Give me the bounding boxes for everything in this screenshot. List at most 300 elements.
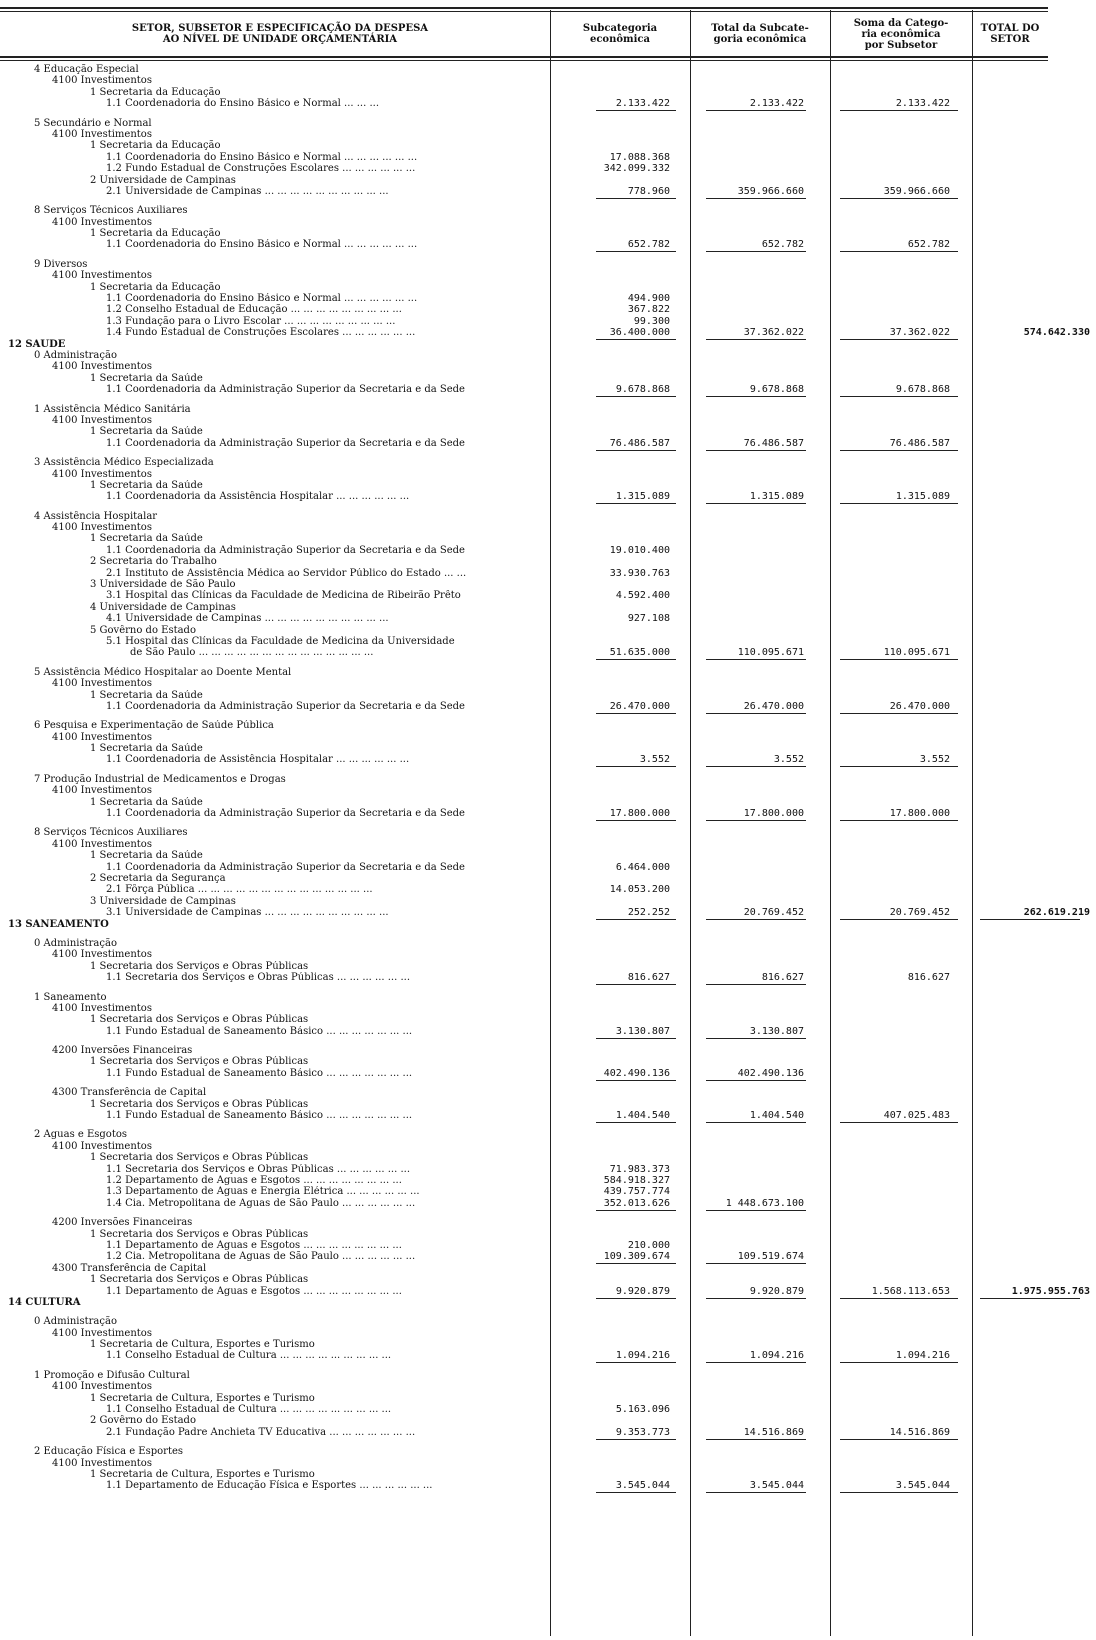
table-row: [0, 469, 1096, 480]
row-label: 5.1 Hospital das Clínicas da Faculdade de Medicina da Universidade: [106, 635, 455, 647]
row-label: 1.1 Departamento de Educação Física e Esportes ... ... ... ... ... ...: [106, 1480, 433, 1492]
subcategory-total-value: 17.800.000: [743, 808, 804, 820]
table-row: [0, 667, 1096, 678]
row-label: 1 Secretaria dos Serviços e Obras Públicas: [90, 1098, 309, 1110]
row-label: 5 Govêrno do Estado: [90, 624, 196, 636]
row-spacer: [0, 819, 1096, 827]
subcategory-value: 76.486.587: [609, 437, 670, 449]
subcategory-value: 1.315.089: [615, 491, 670, 503]
row-label: 4100 Investimentos: [52, 785, 152, 797]
row-label: 4100 Investimentos: [52, 678, 152, 690]
category-sum-value: 26.470.000: [889, 700, 950, 712]
table-row: [0, 1393, 1096, 1404]
subcategory-total-value: 9.678.868: [749, 384, 804, 396]
row-label: 4300 Transferência de Capital: [52, 1087, 207, 1099]
table-row: [0, 579, 1096, 590]
row-label: 1.1 Fundo Estadual de Saneamento Básico ... ... ... ... ... ... ...: [106, 1025, 413, 1037]
row-label: 4100 Investimentos: [52, 1002, 152, 1014]
row-spacer: [0, 1037, 1096, 1045]
row-label: 1.2 Cia. Metropolitana de Águas de São Paulo ... ... ... ... ... ...: [106, 1251, 416, 1263]
row-label: 4100 Investimentos: [52, 414, 152, 426]
row-label: 1.1 Secretaria dos Serviços e Obras Públicas ... ... ... ... ... ...: [106, 1163, 411, 1175]
row-label: 1.1 Coordenadoria da Administração Superior da Secretaria e da Sede: [106, 544, 465, 556]
subcategory-value: 494.900: [627, 293, 670, 305]
row-spacer: [0, 766, 1096, 774]
row-label: 1 Secretaria da Educação: [90, 281, 221, 293]
row-label: 4 Assistência Hospitalar: [34, 510, 158, 522]
table-row: [0, 1350, 1096, 1361]
subcategory-value: 6.464.000: [615, 861, 670, 873]
table-row: [0, 404, 1096, 415]
subcategory-total-value: 3.130.807: [749, 1025, 804, 1037]
row-label: 1 Secretaria de Cultura, Esportes e Turismo: [90, 1339, 315, 1351]
header-subcategory: Subcategoria econômica: [582, 23, 658, 45]
table-row: [0, 282, 1096, 293]
table-row: [0, 384, 1096, 395]
table-row: [0, 175, 1096, 186]
table-row: [0, 568, 1096, 579]
table-row: [0, 152, 1096, 163]
subtotal-rule: [596, 1492, 676, 1493]
row-label: 1 Saneamento: [34, 991, 107, 1003]
table-row: [0, 1370, 1096, 1381]
row-label: 1 Secretaria da Saúde: [90, 479, 203, 491]
sector-label: 12 SAÚDE: [8, 338, 66, 350]
table-row: [0, 438, 1096, 449]
row-label: 0 Administração: [34, 349, 117, 361]
sector-total-value: 1.975.955.763: [1011, 1285, 1090, 1297]
table-row: [0, 87, 1096, 98]
table-row: [0, 1129, 1096, 1140]
subcategory-total-value: 1.094.216: [749, 1350, 804, 1362]
row-label: 1 Secretaria da Saúde: [90, 743, 203, 755]
row-label: 1.1 Conselho Estadual de Cultura ... ... ... ... ... ... ... ... ...: [106, 1404, 392, 1416]
subcategory-total-value: 14.516.869: [743, 1426, 804, 1438]
row-label: 1 Assistência Médico Sanitária: [34, 403, 191, 415]
row-label: 7 Produção Industrial de Medicamentos e Drogas: [34, 773, 286, 785]
header-sector-total: TOTAL DO SETOR: [980, 23, 1040, 45]
row-spacer: [0, 503, 1096, 511]
subcategory-value: 3.545.044: [615, 1480, 670, 1492]
subcategory-value: 439.757.774: [603, 1186, 670, 1198]
subcategory-value: 4.592.400: [615, 590, 670, 602]
row-label: 4100 Investimentos: [52, 270, 152, 282]
table-row: [0, 1003, 1096, 1014]
subcategory-value: 927.108: [627, 613, 670, 625]
row-label: 1 Secretaria dos Serviços e Obras Públicas: [90, 1228, 309, 1240]
table-row: [0, 862, 1096, 873]
category-sum-value: 3.545.044: [895, 1480, 950, 1492]
row-label: 2 Águas e Esgotos: [34, 1129, 127, 1141]
row-spacer: [0, 712, 1096, 720]
table-row: [0, 1263, 1096, 1274]
row-spacer: [0, 1438, 1096, 1446]
table-row: [0, 75, 1096, 86]
table-row: [0, 1339, 1096, 1350]
table-row: [0, 678, 1096, 689]
table-row: [0, 754, 1096, 765]
subcategory-value: 14.053.200: [609, 884, 670, 896]
row-label: 2.1 Universidade de Campinas ... ... ... ... ... ... ... ... ... ...: [106, 185, 389, 197]
subcategory-value: 342.099.332: [603, 163, 670, 175]
row-label: 2 Govêrno do Estado: [90, 1415, 196, 1427]
row-label: 4100 Investimentos: [52, 838, 152, 850]
table-row: [0, 1286, 1096, 1297]
row-label: 2 Universidade de Campinas: [90, 174, 236, 186]
table-row: [0, 827, 1096, 838]
row-label: 1 Secretaria dos Serviços e Obras Públicas: [90, 1152, 309, 1164]
row-label: 1.1 Coordenadoria do Ensino Básico e Normal ... ... ... ... ... ...: [106, 151, 418, 163]
row-label: 1 Secretaria da Educação: [90, 86, 221, 98]
table-row: [0, 873, 1096, 884]
row-spacer: [0, 1079, 1096, 1087]
table-row: [0, 1240, 1096, 1251]
table-row: [0, 590, 1096, 601]
sector-row: [0, 1297, 1096, 1308]
row-spacer: [0, 197, 1096, 205]
table-row: [0, 907, 1096, 918]
table-row: [0, 850, 1096, 861]
table-row: [0, 1415, 1096, 1426]
row-label: 2.1 Fôrça Pública ... ... ... ... ... ... ... ... ... ... ... ... ... ...: [106, 884, 373, 896]
row-label: 1 Secretaria da Educação: [90, 228, 221, 240]
table-row: [0, 163, 1096, 174]
row-label: 1.2 Conselho Estadual de Educação ... ... ... ... ... ... ... ... ...: [106, 304, 402, 316]
table-row: [0, 1056, 1096, 1067]
table-row: [0, 228, 1096, 239]
table-row: [0, 1274, 1096, 1285]
table-row: [0, 140, 1096, 151]
header-description: SETOR, SUBSETOR E ESPECIFICAÇÃO DA DESPESA AO NÍVEL DE UNIDADE ORÇAMENTÁRIA: [131, 23, 429, 45]
row-label: 1.1 Conselho Estadual de Cultura ... ... ... ... ... ... ... ... ...: [106, 1350, 392, 1362]
row-label: 1.2 Departamento de Águas e Esgotos ... ... ... ... ... ... ... ...: [106, 1174, 402, 1186]
row-label: 3.1 Hospital das Clínicas da Faculdade de Medicina de Ribeirão Prêto: [106, 590, 461, 602]
row-label: 4100 Investimentos: [52, 522, 152, 534]
table-row: [0, 774, 1096, 785]
row-spacer: [0, 449, 1096, 457]
row-label: 3.1 Universidade de Campinas ... ... ... ... ... ... ... ... ... ...: [106, 907, 389, 919]
table-row: [0, 625, 1096, 636]
row-label: 3 Universidade de Campinas: [90, 895, 236, 907]
subcategory-value: 210.000: [627, 1239, 670, 1251]
row-label: 4 Educação Especial: [34, 64, 139, 75]
table-row: [0, 1381, 1096, 1392]
row-label: 1.1 Fundo Estadual de Saneamento Básico ... ... ... ... ... ... ...: [106, 1110, 413, 1122]
subcategory-value: 26.470.000: [609, 700, 670, 712]
category-sum-value: 816.627: [907, 972, 950, 984]
subcategory-total-value: 110.095.671: [737, 647, 804, 659]
subcategory-total-value: 1.404.540: [749, 1110, 804, 1122]
row-label: 1.2 Fundo Estadual de Construções Escolares ... ... ... ... ... ...: [106, 163, 416, 175]
row-label: 1 Secretaria dos Serviços e Obras Públicas: [90, 1056, 309, 1068]
category-sum-value: 17.800.000: [889, 808, 950, 820]
row-label: 4.1 Universidade de Campinas ... ... ... ... ... ... ... ... ... ...: [106, 613, 389, 625]
row-label: 1 Secretaria da Saúde: [90, 372, 203, 384]
table-row: [0, 350, 1096, 361]
row-label: 8 Serviços Técnicos Auxiliares: [34, 205, 188, 217]
row-label: 4100 Investimentos: [52, 361, 152, 373]
table-row: [0, 545, 1096, 556]
table-row: [0, 1446, 1096, 1457]
table-row: [0, 701, 1096, 712]
subcategory-value: 584.918.327: [603, 1174, 670, 1186]
category-sum-value: 110.095.671: [883, 647, 950, 659]
subcategory-total-value: 1 448.673.100: [725, 1197, 804, 1209]
table-row: [0, 1328, 1096, 1339]
row-spacer: [0, 930, 1096, 938]
subcategory-value: 5.163.096: [615, 1404, 670, 1416]
row-label: 1 Secretaria da Saúde: [90, 689, 203, 701]
table-row: [0, 259, 1096, 270]
table-row: [0, 98, 1096, 109]
header-bottom-rule-thin: [0, 60, 1048, 61]
table-row: [0, 972, 1096, 983]
table-row: [0, 1316, 1096, 1327]
row-spacer: [0, 251, 1096, 259]
subcategory-total-value: 20.769.452: [743, 907, 804, 919]
subcategory-total-value: 3.552: [773, 754, 804, 766]
row-label: 1 Secretaria da Educação: [90, 140, 221, 152]
row-spacer: [0, 1308, 1096, 1316]
category-sum-value: 1.315.089: [895, 491, 950, 503]
row-label: 1.1 Coordenadoria do Ensino Básico e Normal ... ... ... ... ... ...: [106, 239, 418, 251]
table-row: [0, 1404, 1096, 1415]
row-label: 1.1 Coordenadoria da Administração Superior da Secretaria e da Sede: [106, 384, 465, 396]
row-label: 6 Pesquisa e Experimentação de Saúde Pública: [34, 720, 274, 732]
category-sum-value: 20.769.452: [889, 907, 950, 919]
row-label: 1.1 Coordenadoria do Ensino Básico e Normal ... ... ...: [106, 98, 380, 110]
table-row: [0, 293, 1096, 304]
table-row: [0, 1141, 1096, 1152]
row-label: 1.1 Coordenadoria da Administração Superior da Secretaria e da Sede: [106, 437, 465, 449]
table-row: [0, 1480, 1096, 1491]
subcategory-value: 252.252: [627, 907, 670, 919]
subcategory-value: 652.782: [627, 239, 670, 251]
category-sum-value: 3.552: [919, 754, 950, 766]
table-row: [0, 647, 1096, 658]
row-label: 1.4 Cia. Metropolitana de Águas de São Paulo ... ... ... ... ... ...: [106, 1197, 416, 1209]
subcategory-value: 402.490.136: [603, 1067, 670, 1079]
table-row: [0, 1229, 1096, 1240]
category-sum-value: 76.486.587: [889, 437, 950, 449]
table-row: [0, 1469, 1096, 1480]
category-sum-value: 2.133.422: [895, 98, 950, 110]
subcategory-total-value: 402.490.136: [737, 1067, 804, 1079]
category-sum-value: 359.966.660: [883, 185, 950, 197]
subcategory-total-value: 26.470.000: [743, 700, 804, 712]
subcategory-value: 778.960: [627, 185, 670, 197]
row-spacer: [0, 396, 1096, 404]
table-row: [0, 1026, 1096, 1037]
table-row: [0, 64, 1096, 75]
subcategory-value: 99.300: [633, 315, 670, 327]
row-spacer: [0, 659, 1096, 667]
row-label: 2 Educação Física e Esportes: [34, 1446, 184, 1458]
table-row: [0, 884, 1096, 895]
row-label: 4100 Investimentos: [52, 468, 152, 480]
subcategory-value: 352.013.626: [603, 1197, 670, 1209]
subcategory-value: 9.678.868: [615, 384, 670, 396]
row-label: 1.3 Departamento de Águas e Energia Elétrica ... ... ... ... ... ...: [106, 1186, 420, 1198]
table-row: [0, 327, 1096, 338]
row-spacer: [0, 1209, 1096, 1217]
row-label: 4100 Investimentos: [52, 128, 152, 140]
table-row: [0, 480, 1096, 491]
row-label: 1.1 Departamento de Águas e Esgotos ... ... ... ... ... ... ... ...: [106, 1285, 402, 1297]
category-sum-value: 37.362.022: [889, 327, 950, 339]
table-row: [0, 808, 1096, 819]
table-row: [0, 720, 1096, 731]
row-label: 4100 Investimentos: [52, 1381, 152, 1393]
table-row: [0, 743, 1096, 754]
category-sum-value: 14.516.869: [889, 1426, 950, 1438]
subcategory-value: 51.635.000: [609, 647, 670, 659]
budget-rows: [0, 64, 1096, 1492]
row-label: 4100 Investimentos: [52, 75, 152, 87]
category-sum-value: 1.094.216: [895, 1350, 950, 1362]
row-label: 4100 Investimentos: [52, 1327, 152, 1339]
row-label: de São Paulo ... ... ... ... ... ... ... ... ... ... ... ... ... ...: [130, 647, 374, 659]
row-label: 3 Assistência Médico Especializada: [34, 457, 214, 469]
subtotal-rule: [840, 1492, 958, 1493]
row-label: 9 Diversos: [34, 258, 88, 270]
subcategory-value: 9.920.879: [615, 1285, 670, 1297]
subcategory-total-value: 359.966.660: [737, 185, 804, 197]
table-row: [0, 602, 1096, 613]
subcategory-value: 1.094.216: [615, 1350, 670, 1362]
table-row: [0, 129, 1096, 140]
subcategory-value: 109.309.674: [603, 1251, 670, 1263]
table-row: [0, 415, 1096, 426]
sector-label: 13 SANEAMENTO: [8, 918, 109, 930]
header-category-sum: Soma da Catego- ria econômica por Subsetor: [853, 17, 949, 51]
table-row: [0, 1110, 1096, 1121]
row-spacer: [0, 110, 1096, 118]
row-label: 2.1 Fundação Padre Anchieta TV Educativa ... ... ... ... ... ... ...: [106, 1426, 416, 1438]
row-label: 0 Administração: [34, 937, 117, 949]
subcategory-value: 3.552: [639, 754, 670, 766]
row-label: 1.1 Coordenadoria da Administração Superior da Secretaria e da Sede: [106, 700, 465, 712]
sector-total-value: 262.619.219: [1023, 907, 1090, 919]
table-row: [0, 1164, 1096, 1175]
sector-row: [0, 919, 1096, 930]
subcategory-total-value: 109.519.674: [737, 1251, 804, 1263]
row-label: 4200 Inversões Financeiras: [52, 1045, 193, 1057]
subcategory-value: 1.404.540: [615, 1110, 670, 1122]
row-label: 1 Secretaria da Saúde: [90, 533, 203, 545]
sector-total-value: 574.642.330: [1023, 327, 1090, 339]
row-label: 1 Secretaria dos Serviços e Obras Públicas: [90, 960, 309, 972]
table-row: [0, 992, 1096, 1003]
subcategory-total-value: 652.782: [761, 239, 804, 251]
table-row: [0, 1427, 1096, 1438]
table-row: [0, 533, 1096, 544]
category-sum-value: 407.025.483: [883, 1110, 950, 1122]
table-row: [0, 118, 1096, 129]
subtotal-rule: [706, 1492, 806, 1493]
category-sum-value: 9.678.868: [895, 384, 950, 396]
row-label: 1 Promoção e Difusão Cultural: [34, 1369, 190, 1381]
subcategory-value: 816.627: [627, 972, 670, 984]
row-label: 1.1 Departamento de Águas e Esgotos ... ... ... ... ... ... ... ...: [106, 1239, 402, 1251]
row-label: 4200 Inversões Financeiras: [52, 1217, 193, 1229]
table-row: [0, 1068, 1096, 1079]
row-label: 4100 Investimentos: [52, 949, 152, 961]
table-row: [0, 316, 1096, 327]
subcategory-total-value: 816.627: [761, 972, 804, 984]
sector-row: [0, 339, 1096, 350]
subcategory-value: 17.088.368: [609, 151, 670, 163]
table-row: [0, 186, 1096, 197]
table-row: [0, 304, 1096, 315]
table-row: [0, 361, 1096, 372]
row-label: 1.1 Fundo Estadual de Saneamento Básico ... ... ... ... ... ... ...: [106, 1067, 413, 1079]
table-row: [0, 732, 1096, 743]
header-subcategory-total: Total da Subcate- goria econômica: [711, 23, 809, 45]
table-row: [0, 556, 1096, 567]
table-row: [0, 785, 1096, 796]
row-label: 2 Secretaria do Trabalho: [90, 556, 217, 568]
row-label: 1 Secretaria da Saúde: [90, 850, 203, 862]
row-label: 2.1 Instituto de Assistência Médica ao Servidor Público do Estado ... ...: [106, 567, 467, 579]
row-label: 1 Secretaria dos Serviços e Obras Públicas: [90, 1274, 309, 1286]
table-row: [0, 426, 1096, 437]
table-row: [0, 457, 1096, 468]
table-row: [0, 522, 1096, 533]
subcategory-value: 9.353.773: [615, 1426, 670, 1438]
subcategory-value: 71.983.373: [609, 1163, 670, 1175]
row-label: 4300 Transferência de Capital: [52, 1262, 207, 1274]
table-row: [0, 1458, 1096, 1469]
header-bottom-rule: [0, 56, 1048, 58]
table-row: [0, 239, 1096, 250]
table-row: [0, 839, 1096, 850]
row-label: 1.1 Coordenadoria da Administração Superior da Secretaria e da Sede: [106, 808, 465, 820]
table-row: [0, 938, 1096, 949]
table-row: [0, 373, 1096, 384]
row-spacer: [0, 984, 1096, 992]
subcategory-value: 36.400.000: [609, 327, 670, 339]
subcategory-total-value: 37.362.022: [743, 327, 804, 339]
table-row: [0, 961, 1096, 972]
row-label: 1.1 Secretaria dos Serviços e Obras Públicas ... ... ... ... ... ...: [106, 972, 411, 984]
subcategory-value: 33.930.763: [609, 567, 670, 579]
table-row: [0, 613, 1096, 624]
header-top-rule: [0, 7, 1048, 9]
row-spacer: [0, 1362, 1096, 1370]
table-row: [0, 1087, 1096, 1098]
row-label: 1 Secretaria da Saúde: [90, 796, 203, 808]
row-label: 5 Secundário e Normal: [34, 117, 152, 129]
table-row: [0, 491, 1096, 502]
row-label: 1.1 Coordenadoria do Ensino Básico e Normal ... ... ... ... ... ...: [106, 293, 418, 305]
row-label: 1 Secretaria de Cultura, Esportes e Turismo: [90, 1468, 315, 1480]
subcategory-value: 17.800.000: [609, 808, 670, 820]
subcategory-value: 2.133.422: [615, 98, 670, 110]
table-row: [0, 1045, 1096, 1056]
subcategory-total-value: 1.315.089: [749, 491, 804, 503]
row-label: 1 Secretaria de Cultura, Esportes e Turismo: [90, 1392, 315, 1404]
table-row: [0, 1175, 1096, 1186]
table-row: [0, 949, 1096, 960]
row-label: 1.1 Coordenadoria da Assistência Hospitalar ... ... ... ... ... ...: [106, 491, 410, 503]
table-row: [0, 270, 1096, 281]
row-label: 2 Secretaria da Segurança: [90, 873, 226, 884]
table-row: [0, 1186, 1096, 1197]
table-row: [0, 1251, 1096, 1262]
table-row: [0, 205, 1096, 216]
table-row: [0, 636, 1096, 647]
